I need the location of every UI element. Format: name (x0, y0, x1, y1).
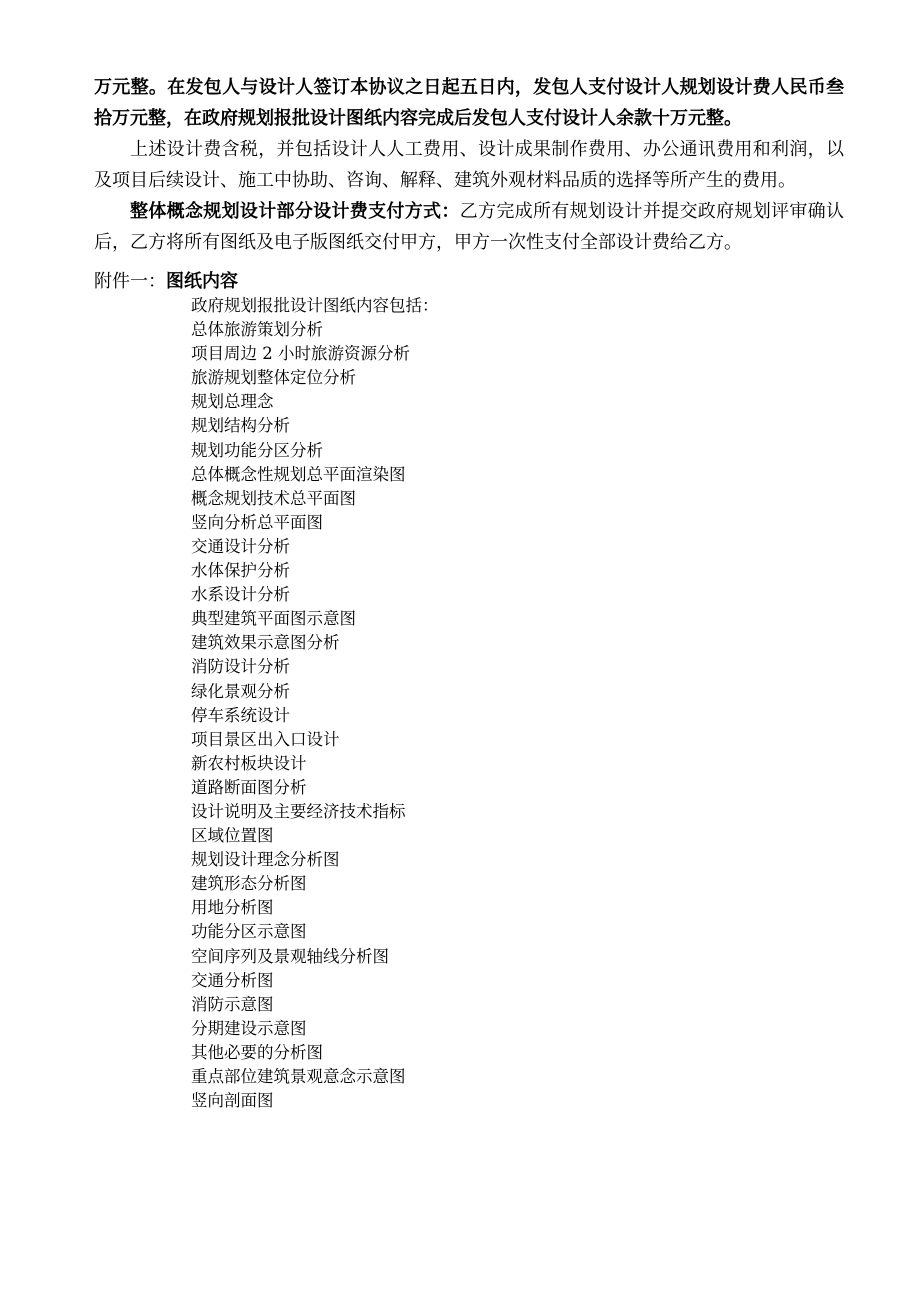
list-item: 总体概念性规划总平面渲染图 (191, 464, 406, 484)
list-item: 总体旅游策划分析 (191, 320, 323, 340)
list-item: 分期建设示意图 (191, 1018, 307, 1038)
list-item: 水体保护分析 (191, 561, 290, 581)
list-item: 重点部位建筑景观意念示意图 (191, 1067, 406, 1086)
list-item: 建筑形态分析图 (191, 874, 307, 894)
list-item: 消防设计分析 (191, 657, 290, 677)
list-item: 设计说明及主要经济技术指标 (191, 801, 406, 821)
concept-fee-paragraph (94, 196, 844, 258)
list-item: 绿化景观分析 (191, 681, 290, 701)
list-item: 新农村板块设计 (191, 753, 307, 773)
list-item: 道路断面图分析 (191, 777, 307, 797)
attachment-title: 图纸内容 (166, 271, 238, 292)
list-item: 空间序列及景观轴线分析图 (191, 946, 389, 966)
attachment-heading (94, 270, 844, 294)
list-item: 项目周边 2 小时旅游资源分析 (191, 344, 410, 364)
list-item: 用地分析图 (191, 898, 274, 918)
attachment-label: 附件一： (94, 271, 166, 292)
drawing-content-list (191, 294, 920, 1113)
list-item: 旅游规划整体定位分析 (191, 368, 356, 388)
payment-terms-paragraph: 万元整。在发包人与设计人签订本协议之日起五日内，发包人支付设计人规划设计费人民币叁拾万元整，在政府规划报批设计图纸内容完成后发包人支付设计人余款十万元整。 (94, 77, 844, 129)
list-item: 竖向剖面图 (191, 1091, 274, 1111)
concept-fee-body: 乙方完成所有规划设计并提交政府规划评审确认后，乙方将所有图纸及电子版图纸交付甲方，甲方一次性支付全部设计费给乙方。 (94, 201, 845, 253)
fee-inclusion-paragraph: 上述设计费含税，并包括设计人人工费用、设计成果制作费用、办公通讯费用和利润，以及项目后续设计、施工中协助、咨询、解释、建筑外观材料品质的选择等所产生的费用。 (94, 139, 844, 191)
list-intro: 政府规划报批设计图纸内容包括： (191, 296, 439, 315)
list-item: 水系设计分析 (191, 585, 290, 605)
list-item: 规划功能分区分析 (191, 440, 323, 460)
list-item: 规划总理念 (191, 392, 274, 412)
document-page (94, 72, 844, 1113)
list-item: 交通设计分析 (191, 536, 290, 556)
list-item: 项目景区出入口设计 (191, 729, 340, 749)
list-item: 区域位置图 (191, 826, 274, 846)
list-item: 规划结构分析 (191, 416, 290, 436)
list-item: 消防示意图 (191, 994, 274, 1014)
list-item: 竖向分析总平面图 (191, 512, 323, 532)
list-item: 规划设计理念分析图 (191, 850, 340, 870)
list-item: 典型建筑平面图示意图 (191, 609, 356, 629)
list-item: 建筑效果示意图分析 (191, 633, 340, 653)
list-item: 停车系统设计 (191, 705, 290, 725)
list-item: 功能分区示意图 (191, 922, 307, 942)
list-item: 其他必要的分析图 (191, 1042, 323, 1062)
list-item: 概念规划技术总平面图 (191, 488, 356, 508)
list-item: 交通分析图 (191, 970, 274, 990)
concept-fee-lead: 整体概念规划设计部分设计费支付方式： (130, 201, 460, 222)
